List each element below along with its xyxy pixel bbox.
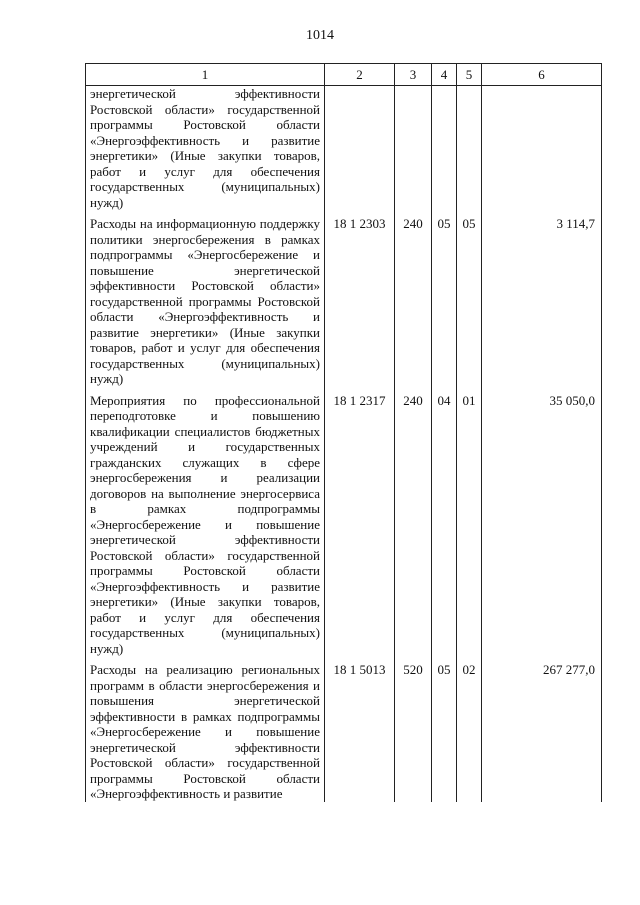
amount: 3 114,7 xyxy=(482,210,602,387)
column-header-4: 4 xyxy=(432,64,457,86)
amount xyxy=(482,86,602,211)
amount: 35 050,0 xyxy=(482,387,602,657)
row-description: Расходы на реализацию региональных программ в области энергосбережения и повышения энергетической эффективности в рамках подпрограммы «Энергосбережение и повышение энергетической эффективности Ростовской области» государственной программы Ростовской области «Энергоэффективность и развитие xyxy=(86,656,325,802)
section-code: 05 xyxy=(432,656,457,802)
section-code: 05 xyxy=(432,210,457,387)
column-header-6: 6 xyxy=(482,64,602,86)
expense-type-code: 520 xyxy=(395,656,432,802)
expense-type-code: 240 xyxy=(395,387,432,657)
target-article-code: 18 1 2303 xyxy=(325,210,395,387)
column-header-5: 5 xyxy=(457,64,482,86)
page-number: 1014 xyxy=(306,28,334,43)
table-row xyxy=(86,387,602,657)
amount: 267 277,0 xyxy=(482,656,602,802)
column-header-3: 3 xyxy=(395,64,432,86)
target-article-code xyxy=(325,86,395,211)
budget-table xyxy=(85,63,602,802)
target-article-code: 18 1 2317 xyxy=(325,387,395,657)
column-header-1: 1 xyxy=(86,64,325,86)
column-header-2: 2 xyxy=(325,64,395,86)
target-article-code: 18 1 5013 xyxy=(325,656,395,802)
subsection-code: 05 xyxy=(457,210,482,387)
expense-type-code: 240 xyxy=(395,210,432,387)
subsection-code: 02 xyxy=(457,656,482,802)
section-code xyxy=(432,86,457,211)
table-row xyxy=(86,86,602,211)
section-code: 04 xyxy=(432,387,457,657)
table-row xyxy=(86,656,602,802)
expense-type-code xyxy=(395,86,432,211)
subsection-code xyxy=(457,86,482,211)
subsection-code: 01 xyxy=(457,387,482,657)
row-description: Мероприятия по профессиональной переподготовке и повышению квалификации специалистов бюджетных учреждений и государственных гражданских служащих в сфере энергосбережения и реализации договоров на выполнение энергосервиса в рамках подпрограммы «Энергосбережение и повышение энергетической эффективности Ростовской области» государственной программы Ростовской области «Энергоэффективность и развитие энергетики» (Иные закупки товаров, работ и услуг для обеспечения государственных (муниципальных) нужд) xyxy=(86,387,325,657)
row-description: Расходы на информационную поддержку политики энергосбережения в рамках подпрограммы «Энергосбережение и повышение энергетической эффективности Ростовской области» государственной программы Ростовской области «Энергоэффективность и развитие энергетики» (Иные закупки товаров, работ и услуг для обеспечения государственных (муниципальных) нужд) xyxy=(86,210,325,387)
table-row xyxy=(86,210,602,387)
column-number-header-row xyxy=(86,64,602,86)
row-description: энергетической эффективности Ростовской области» государственной программы Ростовской области «Энергоэффективность и развитие энергетики» (Иные закупки товаров, работ и услуг для обеспечения государственных (муниципальных) нужд) xyxy=(86,86,325,211)
